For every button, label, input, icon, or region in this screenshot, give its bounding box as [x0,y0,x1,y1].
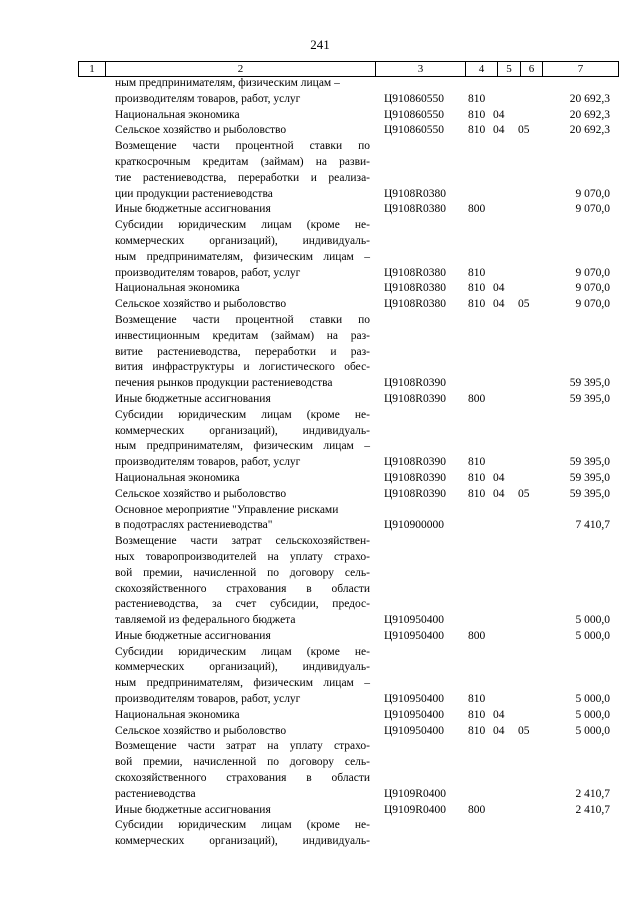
row-subsection: 05 [518,124,530,137]
row-section: 04 [493,471,505,484]
header-col-6: 6 [521,62,543,76]
row-expense-group: 800 [468,803,486,816]
table-row [0,360,640,376]
table-row [0,487,640,503]
table-header [78,61,619,77]
row-amount: 5 000,0 [575,724,610,737]
row-name: Иные бюджетные ассигнования [115,392,271,405]
table-row [0,566,640,582]
row-expense-group: 810 [468,298,486,311]
table-row [0,313,640,329]
table-row [0,281,640,297]
row-name: Национальная экономика [115,108,240,121]
header-col-1: 1 [79,62,106,76]
row-section: 04 [493,124,505,137]
table-row [0,834,640,850]
table-row [0,266,640,282]
table-row [0,187,640,203]
row-section: 04 [493,708,505,721]
row-name: ным предпринимателям, физическим лицам – [115,250,370,263]
row-amount: 20 692,3 [569,108,610,121]
row-amount: 5 000,0 [575,629,610,642]
row-expense-group: 810 [468,282,486,295]
table-row [0,818,640,834]
table-row [0,787,640,803]
row-code: Ц9108R0390 [384,487,446,500]
table-row [0,202,640,218]
header-col-7: 7 [577,63,584,75]
row-name: Сельское хозяйство и рыболовство [115,487,287,500]
row-code: Ц910950400 [384,614,445,627]
row-expense-group: 810 [468,471,486,484]
row-name: ции продукции растениеводства [115,187,273,200]
row-amount: 5 000,0 [575,693,610,706]
header-col-4: 4 [466,62,498,76]
row-name: ным предпринимателям, физическим лицам – [115,77,340,89]
row-name: печения рынков продукции растениеводства [115,377,333,390]
row-code: Ц9108R0380 [384,298,446,311]
row-name: Возмещение части затрат на уплату страхо- [115,740,370,753]
table-row [0,76,640,92]
row-name: Субсидии юридическим лицам (кроме не- [115,819,370,832]
table-row [0,534,640,550]
row-code: Ц9109R0400 [384,803,446,816]
row-code: Ц910860550 [384,92,445,105]
table-row [0,629,640,645]
row-name: Сельское хозяйство и рыболовство [115,298,287,311]
row-section: 04 [493,282,505,295]
budget-table-body [0,76,640,850]
row-amount: 59 395,0 [569,377,610,390]
row-amount: 7 410,7 [575,519,610,532]
row-expense-group: 810 [468,708,486,721]
page-number: 241 [310,37,330,52]
row-amount: 59 395,0 [569,456,610,469]
row-name: Возмещение части процентной ставки по [115,140,370,153]
table-row [0,550,640,566]
row-subsection: 05 [518,724,530,737]
row-expense-group: 810 [468,456,486,469]
row-code: Ц910860550 [384,108,445,121]
row-amount: 20 692,3 [569,92,610,105]
table-row [0,755,640,771]
row-name: коммерческих организаций), индивидуаль- [115,661,370,674]
row-code: Ц9108R0380 [384,203,446,216]
table-row [0,692,640,708]
row-name: производителям товаров, работ, услуг [115,693,301,706]
row-amount: 20 692,3 [569,124,610,137]
row-name: Основное мероприятие "Управление рисками [115,503,339,516]
row-expense-group: 810 [468,92,486,105]
row-name: коммерческих организаций), индивидуаль- [115,424,370,437]
table-row [0,708,640,724]
row-name: Субсидии юридическим лицам (кроме не- [115,408,370,421]
table-row [0,376,640,392]
row-code: Ц9109R0400 [384,787,446,800]
row-code: Ц9108R0390 [384,392,446,405]
table-row [0,582,640,598]
row-code: Ц9108R0380 [384,187,446,200]
row-section: 04 [493,724,505,737]
table-row [0,234,640,250]
row-amount: 5 000,0 [575,708,610,721]
row-name: Иные бюджетные ассигнования [115,803,271,816]
header-col-3: 3 [376,62,466,76]
table-row [0,803,640,819]
table-row [0,218,640,234]
row-name: вой премии, начисленной по договору сель- [115,566,370,579]
row-name: витие растениеводства, переработки и раз- [115,345,370,358]
row-code: Ц9108R0390 [384,377,446,390]
row-amount: 59 395,0 [569,392,610,405]
row-name: краткосрочным кредитам (займам) на разви- [115,155,370,168]
row-expense-group: 810 [468,724,486,737]
row-expense-group: 810 [468,108,486,121]
row-name: Национальная экономика [115,471,240,484]
row-amount: 9 070,0 [575,298,610,311]
table-row [0,108,640,124]
table-row [0,597,640,613]
row-name: Возмещение части процентной ставки по [115,313,370,326]
row-name: Возмещение части затрат сельскохозяйствен- [115,535,370,548]
row-expense-group: 800 [468,203,486,216]
table-row [0,329,640,345]
row-expense-group: 810 [468,693,486,706]
header-col-5: 5 [498,62,521,76]
table-row [0,392,640,408]
row-name: растениеводства [115,787,196,800]
row-amount: 2 410,7 [575,803,610,816]
table-row [0,123,640,139]
row-code: Ц910950400 [384,629,445,642]
header-col-2: 2 [106,62,376,76]
row-expense-group: 810 [468,266,486,279]
row-code: Ц9108R0390 [384,456,446,469]
row-name: Иные бюджетные ассигнования [115,203,271,216]
row-section: 04 [493,487,505,500]
table-row [0,297,640,313]
table-row [0,676,640,692]
row-name: Сельское хозяйство и рыболовство [115,124,287,137]
table-row [0,739,640,755]
row-name: производителям товаров, работ, услуг [115,92,301,105]
row-name: вития инфраструктуры и логистического обес- [115,361,370,374]
row-code: Ц910950400 [384,693,445,706]
table-row [0,645,640,661]
row-amount: 5 000,0 [575,614,610,627]
row-amount: 59 395,0 [569,487,610,500]
row-subsection: 05 [518,487,530,500]
row-code: Ц9108R0390 [384,471,446,484]
row-subsection: 05 [518,298,530,311]
row-code: Ц910950400 [384,724,445,737]
table-row [0,424,640,440]
table-row [0,724,640,740]
row-amount: 2 410,7 [575,787,610,800]
row-code: Ц9108R0380 [384,266,446,279]
row-name: ным предпринимателям, физическим лицам – [115,677,370,690]
row-name: тие растениеводства, переработки и реализа- [115,171,370,184]
row-name: Субсидии юридическим лицам (кроме не- [115,219,370,232]
table-row [0,518,640,534]
row-amount: 9 070,0 [575,203,610,216]
table-row [0,660,640,676]
row-name: скохозяйственного страхования в области [115,582,370,595]
row-name: скохозяйственного страхования в области [115,772,370,785]
row-expense-group: 800 [468,629,486,642]
row-code: Ц910860550 [384,124,445,137]
row-code: Ц9108R0380 [384,282,446,295]
table-row [0,771,640,787]
table-row [0,503,640,519]
table-row [0,139,640,155]
table-row [0,408,640,424]
table-row [0,171,640,187]
table-row [0,471,640,487]
row-name: растениеводства, за счет субсидии, предос- [115,598,370,611]
row-name: производителям товаров, работ, услуг [115,456,301,469]
table-row [0,155,640,171]
row-amount: 59 395,0 [569,471,610,484]
table-row [0,613,640,629]
row-name: коммерческих организаций), индивидуаль- [115,234,370,247]
row-name: производителям товаров, работ, услуг [115,266,301,279]
row-section: 04 [493,108,505,121]
row-name: ным предпринимателям, физическим лицам – [115,440,370,453]
row-name: Субсидии юридическим лицам (кроме не- [115,645,370,658]
table-row [0,439,640,455]
row-name: ных товаропроизводителей на уплату страхо- [115,550,370,563]
row-name: Национальная экономика [115,282,240,295]
table-row [0,345,640,361]
row-amount: 9 070,0 [575,187,610,200]
row-amount: 9 070,0 [575,266,610,279]
row-code: Ц910950400 [384,708,445,721]
row-name: коммерческих организаций), индивидуаль- [115,835,370,848]
table-row [0,250,640,266]
row-name: Национальная экономика [115,708,240,721]
row-name: Иные бюджетные ассигнования [115,629,271,642]
row-name: Сельское хозяйство и рыболовство [115,724,287,737]
table-row [0,92,640,108]
row-name: инвестиционным кредитам (займам) на раз- [115,329,370,342]
row-expense-group: 810 [468,487,486,500]
row-name: тавляемой из федерального бюджета [115,614,296,627]
row-code: Ц910900000 [384,519,445,532]
row-section: 04 [493,298,505,311]
row-expense-group: 810 [468,124,486,137]
row-amount: 9 070,0 [575,282,610,295]
row-name: в подотраслях растениеводства" [115,519,273,532]
row-name: вой премии, начисленной по договору сель- [115,756,370,769]
table-row [0,455,640,471]
row-expense-group: 800 [468,392,486,405]
